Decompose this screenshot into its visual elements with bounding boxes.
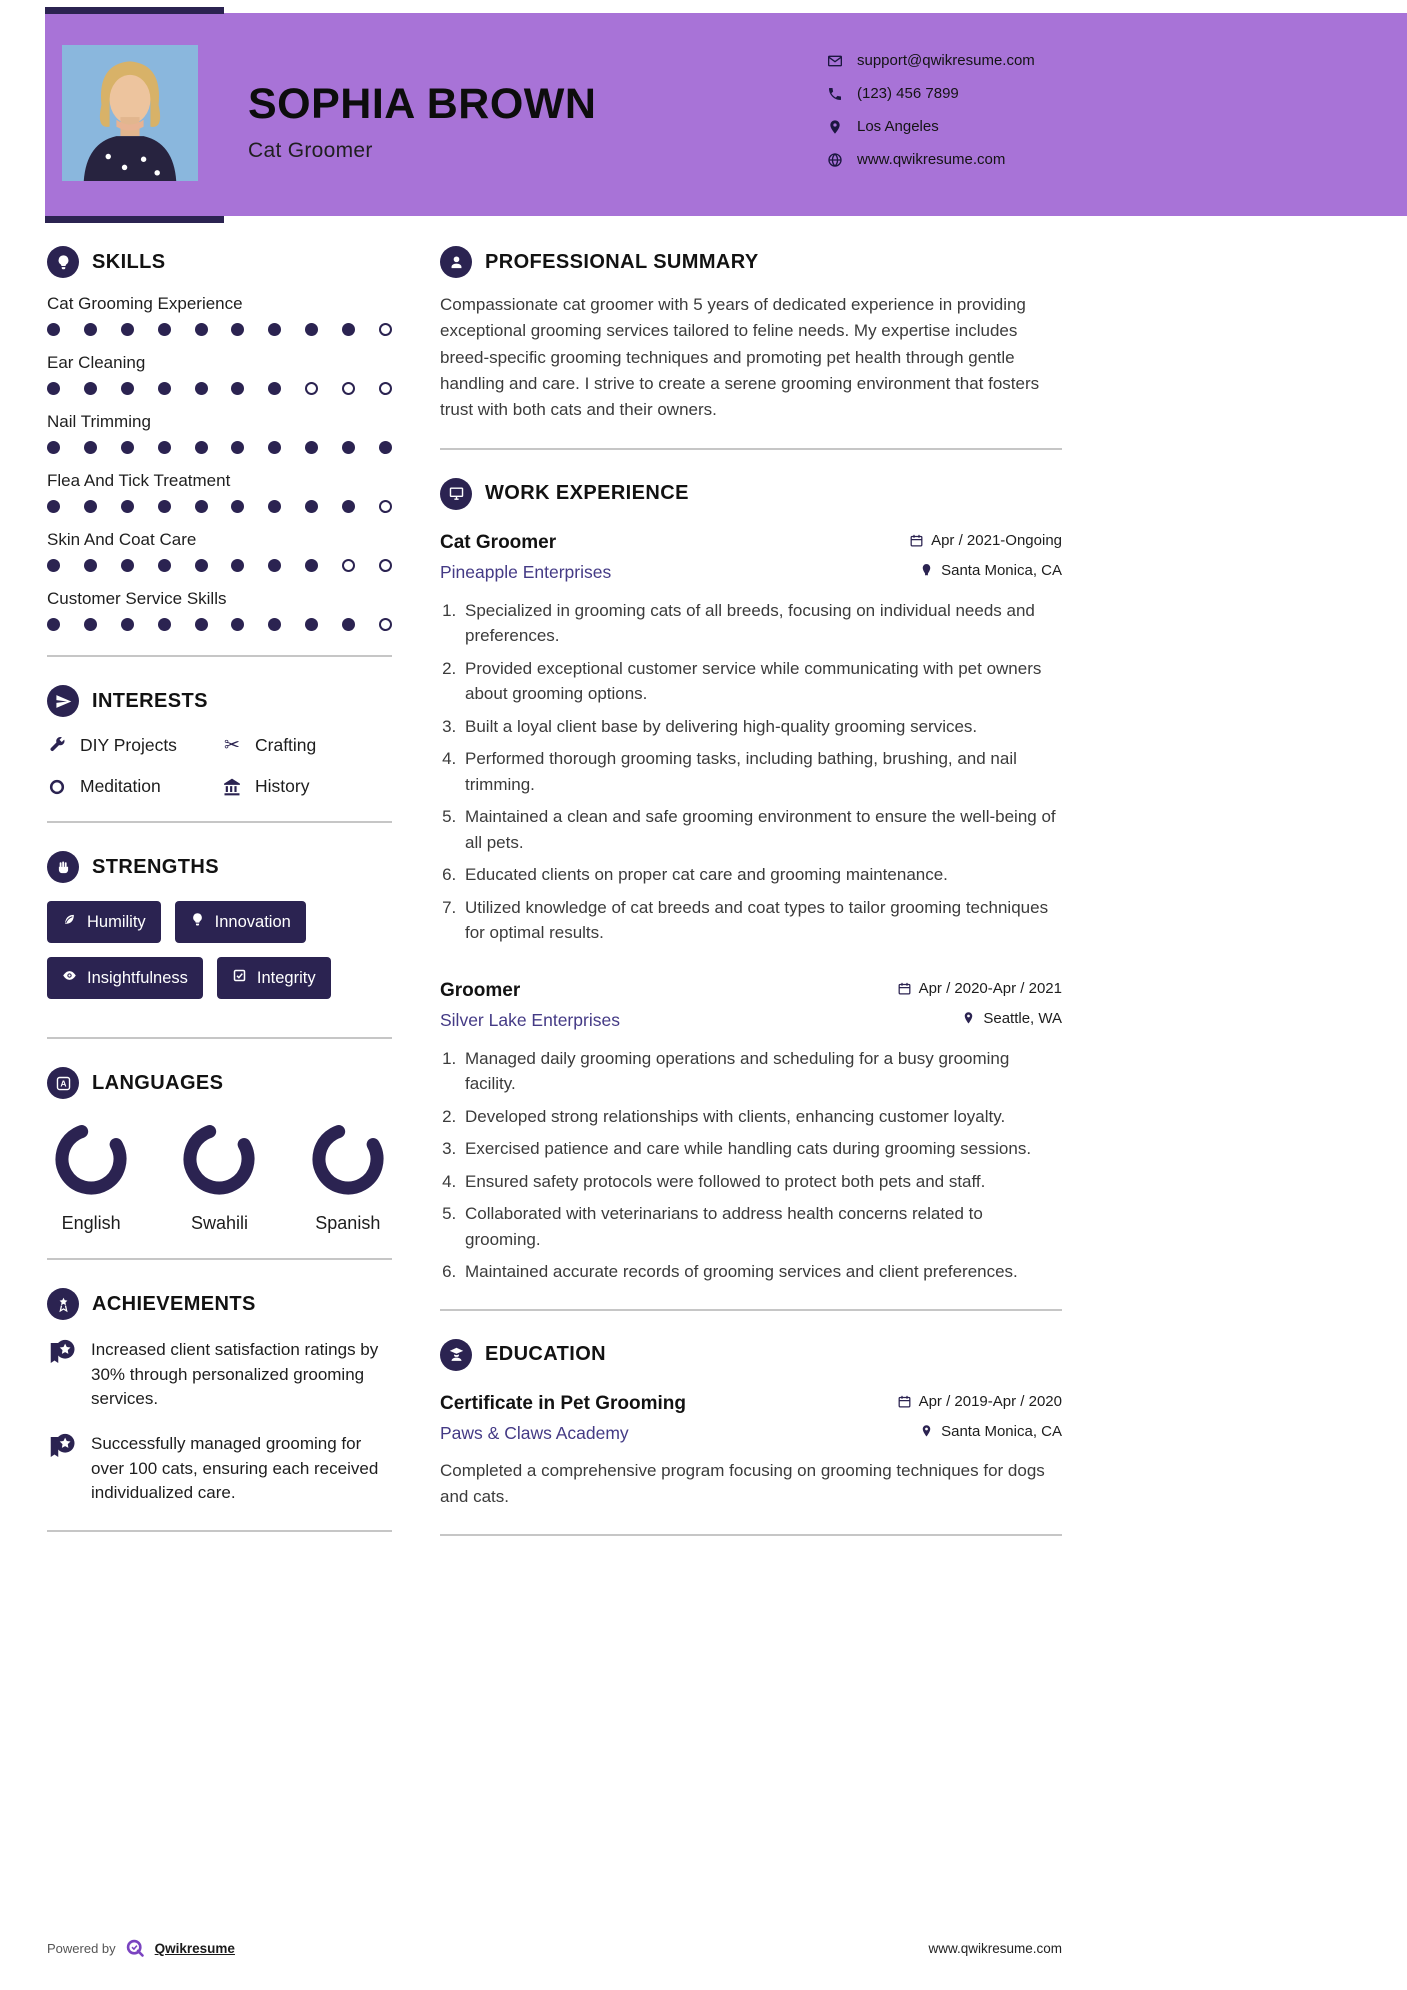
monitor-icon bbox=[440, 478, 472, 510]
language-icon bbox=[47, 1067, 79, 1099]
page-footer bbox=[47, 1938, 1062, 1959]
summary-text: Compassionate cat groomer with 5 years of dedicated experience in providing exceptional grooming services tailored to feline needs. My expertise includes breed-specific grooming techniques and promoting pet health through gentle handling and care. I strive to create a serene grooming environment that fosters trust with both cats and their owners. bbox=[440, 295, 1040, 420]
pin-icon bbox=[919, 1424, 934, 1439]
person-title: Cat Groomer bbox=[248, 139, 373, 162]
job-bullet-list bbox=[440, 1046, 1062, 1285]
job-bullet: 3. Exercised patience and care while handling cats during grooming sessions. bbox=[461, 1136, 1062, 1162]
skill-item: Flea And Tick Treatment bbox=[47, 471, 392, 513]
header-accent-bottom bbox=[45, 216, 224, 223]
skills-heading: SKILLS bbox=[92, 250, 166, 273]
graduation-icon bbox=[440, 1339, 472, 1371]
summary-heading: PROFESSIONAL SUMMARY bbox=[485, 250, 759, 273]
qwikresume-logo-icon bbox=[125, 1938, 146, 1959]
skill-item: Cat Grooming Experience bbox=[47, 294, 392, 336]
achievements-section bbox=[47, 1288, 392, 1506]
contact-website bbox=[826, 143, 1035, 176]
eye-icon bbox=[62, 968, 77, 988]
divider bbox=[440, 448, 1062, 450]
skill-rating bbox=[47, 559, 392, 572]
language-item: Swahili bbox=[175, 1121, 263, 1234]
achievement-item: Increased client satisfaction ratings by 30% through personalized grooming services. bbox=[47, 1338, 392, 1412]
contact-location bbox=[826, 110, 1035, 143]
strength-pill: Innovation bbox=[175, 901, 306, 943]
calendar-icon bbox=[897, 981, 912, 996]
location-icon bbox=[826, 118, 844, 136]
strength-pill: Humility bbox=[47, 901, 161, 943]
job-bullet: 1. Specialized in grooming cats of all breeds, focusing on individual needs and preferences. bbox=[461, 598, 1062, 649]
fist-icon bbox=[47, 851, 79, 883]
job-bullet: 5. Maintained a clean and safe grooming environment to ensure the well-being of all pets. bbox=[461, 804, 1062, 855]
divider bbox=[440, 1534, 1062, 1536]
experience-section bbox=[440, 478, 1062, 1285]
divider bbox=[47, 655, 392, 657]
email-icon bbox=[826, 52, 844, 70]
star-badge-icon bbox=[47, 1338, 77, 1368]
degree-title: Certificate in Pet Grooming bbox=[440, 1392, 686, 1414]
languages-heading: LANGUAGES bbox=[92, 1071, 224, 1094]
qwikresume-brand-link[interactable]: Qwikresume bbox=[154, 1941, 235, 1956]
divider bbox=[47, 821, 392, 823]
job-dates: Apr / 2020-Apr / 2021 bbox=[897, 980, 1062, 997]
job-bullet: 3. Built a loyal client base by delivering high-quality grooming services. bbox=[461, 714, 1062, 740]
paper-plane-icon bbox=[47, 685, 79, 717]
main-content bbox=[440, 246, 1062, 1564]
job-entry bbox=[440, 532, 1062, 946]
scissors-icon: ✂ bbox=[224, 735, 240, 756]
interests-heading: INTERESTS bbox=[92, 689, 208, 712]
leaf-icon bbox=[62, 912, 77, 932]
job-title: Groomer bbox=[440, 979, 521, 1001]
education-heading: EDUCATION bbox=[485, 1343, 607, 1366]
job-location: Santa Monica, CA bbox=[919, 562, 1062, 579]
education-entry bbox=[440, 1393, 1062, 1511]
education-description: Completed a comprehensive program focusing on grooming techniques for dogs and cats. bbox=[440, 1460, 1045, 1507]
job-bullet: 5. Collaborated with veterinarians to address health concerns related to grooming. bbox=[461, 1201, 1062, 1252]
education-section bbox=[440, 1339, 1062, 1511]
job-bullet-list bbox=[440, 598, 1062, 946]
job-title: Cat Groomer bbox=[440, 531, 557, 553]
school-name: Paws & Claws Academy bbox=[440, 1422, 629, 1443]
strength-pill: Integrity bbox=[217, 957, 331, 999]
circle-icon bbox=[47, 777, 67, 797]
experience-heading: WORK EXPERIENCE bbox=[485, 482, 689, 505]
interest-item: ✂ Crafting bbox=[222, 735, 392, 756]
language-item: English bbox=[47, 1121, 135, 1234]
person-name: SOPHIA BROWN bbox=[248, 80, 597, 128]
globe-icon bbox=[826, 151, 844, 169]
job-company: Pineapple Enterprises bbox=[440, 561, 612, 582]
divider bbox=[440, 1309, 1062, 1311]
job-company: Silver Lake Enterprises bbox=[440, 1009, 620, 1030]
header-accent-top bbox=[45, 7, 224, 14]
pin-icon bbox=[919, 563, 934, 578]
profile-photo bbox=[62, 44, 198, 182]
skill-rating bbox=[47, 323, 392, 336]
contact-website-text[interactable]: www.qwikresume.com bbox=[857, 151, 1006, 168]
contact-email-text[interactable]: support@qwikresume.com bbox=[857, 52, 1035, 69]
job-bullet: 6. Educated clients on proper cat care and grooming maintenance. bbox=[461, 862, 1062, 888]
languages-section bbox=[47, 1067, 392, 1234]
language-ring bbox=[53, 1121, 129, 1197]
job-bullet: 2. Developed strong relationships with clients, enhancing customer loyalty. bbox=[461, 1104, 1062, 1130]
job-bullet: 7. Utilized knowledge of cat breeds and coat types to tailor grooming techniques for optimal results. bbox=[461, 895, 1062, 946]
job-entry bbox=[440, 980, 1062, 1285]
calendar-icon bbox=[909, 533, 924, 548]
person-icon bbox=[440, 246, 472, 278]
phone-icon bbox=[826, 85, 844, 103]
skill-item: Skin And Coat Care bbox=[47, 530, 392, 572]
strengths-heading: STRENGTHS bbox=[92, 855, 219, 878]
skill-rating bbox=[47, 441, 392, 454]
contact-location-text: Los Angeles bbox=[857, 118, 939, 135]
interest-item: History bbox=[222, 776, 392, 797]
contact-list bbox=[826, 44, 1035, 176]
skill-item: Ear Cleaning bbox=[47, 353, 392, 395]
achievement-item: Successfully managed grooming for over 100 cats, ensuring each received individualized care. bbox=[47, 1432, 392, 1506]
strength-pill: Insightfulness bbox=[47, 957, 203, 999]
strengths-section bbox=[47, 851, 392, 1013]
education-dates: Apr / 2019-Apr / 2020 bbox=[897, 1393, 1062, 1410]
skill-item: Nail Trimming bbox=[47, 412, 392, 454]
check-square-icon bbox=[232, 968, 247, 988]
contact-phone-text: (123) 456 7899 bbox=[857, 85, 959, 102]
skill-rating bbox=[47, 382, 392, 395]
divider bbox=[47, 1037, 392, 1039]
divider bbox=[47, 1530, 392, 1532]
star-badge-icon bbox=[47, 1432, 77, 1462]
contact-phone bbox=[826, 77, 1035, 110]
svg-text:A: A bbox=[59, 1078, 67, 1089]
profile-photo-image bbox=[62, 44, 198, 182]
sidebar bbox=[47, 246, 392, 1560]
interests-section bbox=[47, 685, 392, 797]
bulb-icon bbox=[190, 912, 205, 932]
job-location: Seattle, WA bbox=[961, 1010, 1062, 1027]
header-identity bbox=[248, 80, 596, 163]
wrench-icon bbox=[47, 736, 67, 756]
divider bbox=[47, 1258, 392, 1260]
skill-rating bbox=[47, 500, 392, 513]
summary-section bbox=[440, 246, 1062, 424]
medal-icon bbox=[47, 1288, 79, 1320]
language-ring bbox=[181, 1121, 257, 1197]
education-location: Santa Monica, CA bbox=[919, 1423, 1062, 1440]
job-bullet: 4. Ensured safety protocols were followed to protect both pets and staff. bbox=[461, 1169, 1062, 1195]
interest-item: Meditation bbox=[47, 776, 222, 797]
job-bullet: 2. Provided exceptional customer service while communicating with pet owners about grooming options. bbox=[461, 656, 1062, 707]
skill-rating bbox=[47, 618, 392, 631]
powered-by-label: Powered by bbox=[47, 1941, 116, 1956]
achievements-heading: ACHIEVEMENTS bbox=[92, 1292, 256, 1315]
language-ring bbox=[310, 1121, 386, 1197]
job-bullet: 6. Maintained accurate records of grooming services and client preferences. bbox=[461, 1259, 1062, 1285]
language-item: Spanish bbox=[304, 1121, 392, 1234]
skills-section bbox=[47, 246, 392, 631]
footer-website-link[interactable]: www.qwikresume.com bbox=[928, 1941, 1062, 1956]
lightbulb-icon bbox=[47, 246, 79, 278]
job-dates: Apr / 2021-Ongoing bbox=[909, 532, 1062, 549]
skill-item: Customer Service Skills bbox=[47, 589, 392, 631]
contact-email bbox=[826, 44, 1035, 77]
museum-icon bbox=[222, 777, 242, 797]
job-bullet: 4. Performed thorough grooming tasks, including bathing, brushing, and nail trimming. bbox=[461, 746, 1062, 797]
job-bullet: 1. Managed daily grooming operations and scheduling for a busy grooming facility. bbox=[461, 1046, 1062, 1097]
interest-item: DIY Projects bbox=[47, 735, 222, 756]
calendar-icon bbox=[897, 1394, 912, 1409]
pin-icon bbox=[961, 1011, 976, 1026]
